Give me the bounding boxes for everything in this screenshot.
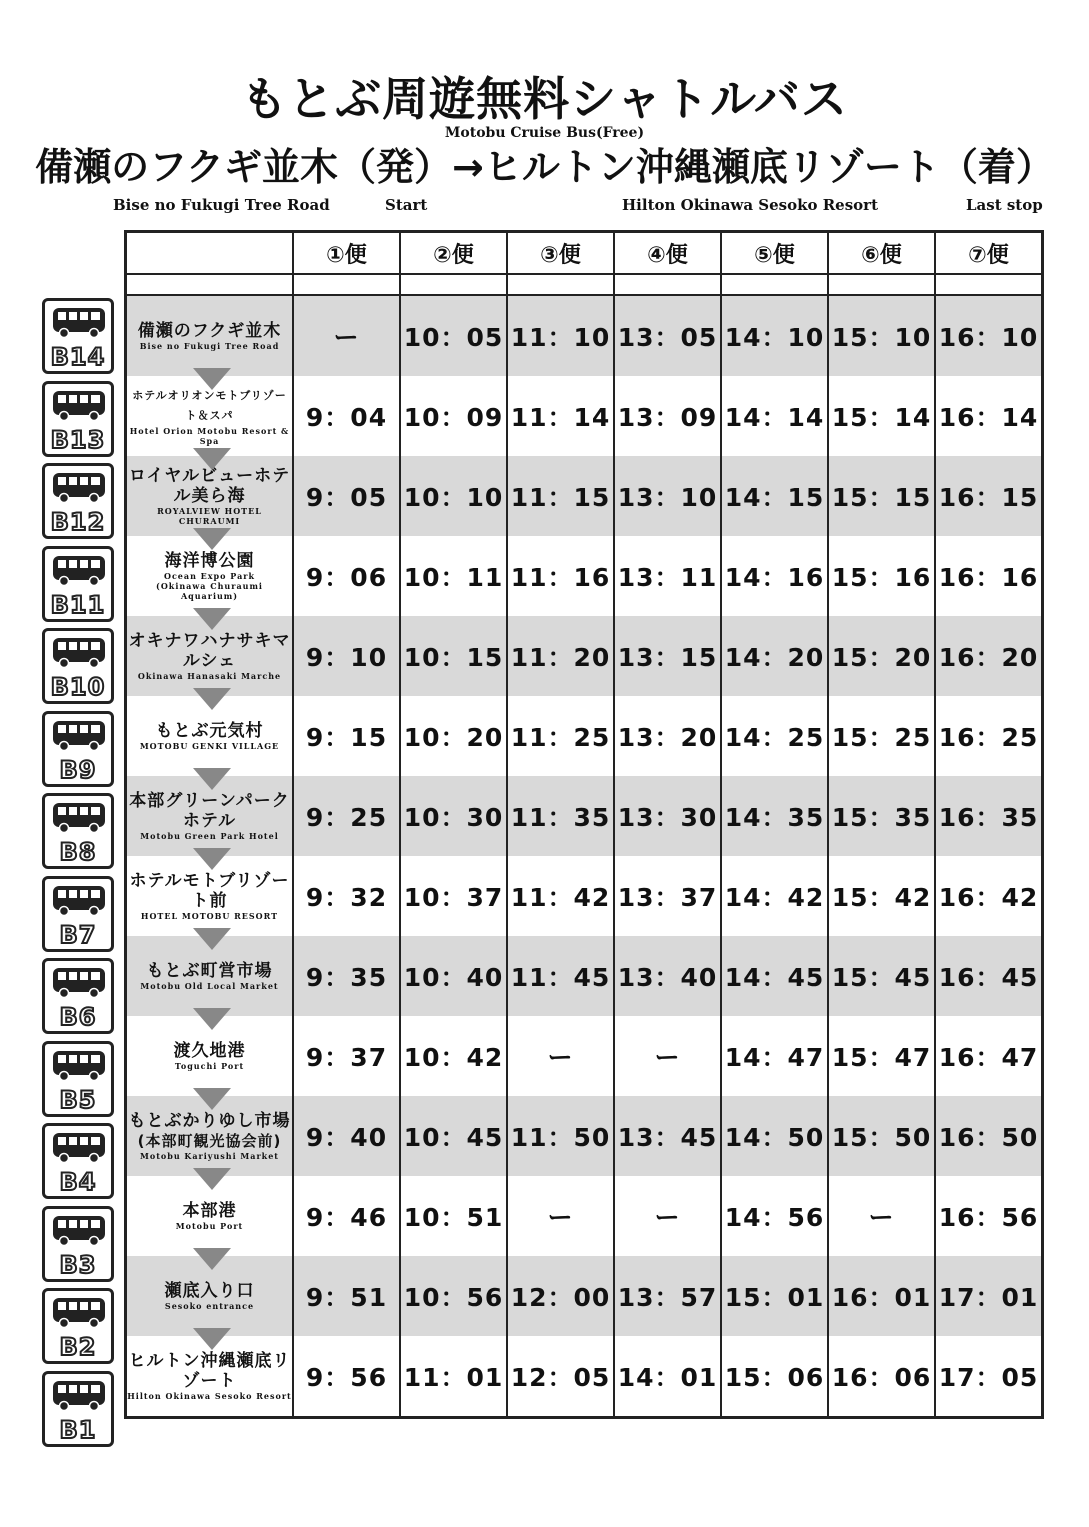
departure-time: 9：06 <box>293 536 400 616</box>
stop-badge <box>42 1288 114 1364</box>
bus-icon <box>51 1130 107 1164</box>
down-arrow-icon <box>193 1008 231 1030</box>
bus-icon <box>51 800 107 834</box>
departure-time: 13：20 <box>614 696 721 776</box>
stop-name: 海洋博公園 <box>164 551 255 571</box>
departure-time: 9：40 <box>293 1096 400 1176</box>
stop-name-english: Motobu Kariyushi Market <box>140 1151 279 1161</box>
header-spacer-cell <box>400 274 507 295</box>
down-arrow-icon <box>193 768 231 790</box>
departure-time: 13：09 <box>614 376 721 456</box>
stop-code: B12 <box>50 508 106 536</box>
stop-row <box>126 696 1043 776</box>
bus-icon <box>51 470 107 504</box>
departure-time: 16：16 <box>935 536 1043 616</box>
down-arrow-icon <box>193 1168 231 1190</box>
departure-time: 9：32 <box>293 856 400 936</box>
departure-time: 16：50 <box>935 1096 1043 1176</box>
departure-time: ー <box>293 295 400 376</box>
bus-icon <box>51 1378 107 1412</box>
header-spacer-cell <box>293 274 400 295</box>
stop-name-english: Motobu Green Park Hotel <box>140 831 279 841</box>
stop-name-english: Bise no Fukugi Tree Road <box>139 341 280 351</box>
stop-badge <box>42 1041 114 1117</box>
trip-header: ③便 <box>507 232 614 275</box>
header-spacer-cell <box>507 274 614 295</box>
stop-row <box>126 456 1043 536</box>
departure-time: 10：42 <box>400 1016 507 1096</box>
stop-badge <box>42 1371 114 1447</box>
departure-time: 9：05 <box>293 456 400 536</box>
bus-icon <box>51 388 107 422</box>
header-spacer-row <box>126 274 1043 295</box>
departure-time: 10：56 <box>400 1256 507 1336</box>
stop-code: B4 <box>59 1168 97 1196</box>
departure-time: 10：15 <box>400 616 507 696</box>
down-arrow-icon <box>193 608 231 630</box>
stop-row <box>126 936 1043 1016</box>
header-row <box>126 232 1043 275</box>
header-spacer-cell <box>614 274 721 295</box>
departure-time: 11：15 <box>507 456 614 536</box>
stop-badge <box>42 546 114 622</box>
stop-code: B6 <box>59 1003 97 1031</box>
trip-header: ①便 <box>293 232 400 275</box>
bus-icon <box>51 1295 107 1329</box>
stop-row <box>126 1016 1043 1096</box>
departure-time: 13：15 <box>614 616 721 696</box>
departure-time: 13：11 <box>614 536 721 616</box>
trip-header: ②便 <box>400 232 507 275</box>
stop-code: B5 <box>59 1085 97 1114</box>
departure-time: 14：50 <box>721 1096 828 1176</box>
down-arrow-icon <box>193 528 231 550</box>
departure-time: 16：56 <box>935 1176 1043 1256</box>
stop-name: 備瀬のフクギ並木 <box>137 321 282 341</box>
stop-name: もとぶ町営市場 <box>146 961 273 981</box>
departure-time: ー <box>507 1176 614 1256</box>
stop-name: ヒルトン沖縄瀬底リゾート <box>128 1351 291 1391</box>
page-title: もとぶ周遊無料シャトルバス <box>241 72 848 126</box>
stop-name: 本部グリーンパークホテル <box>129 791 290 831</box>
stop-name: ロイヤルビューホテル美ら海 <box>128 466 291 506</box>
stop-code: B9 <box>59 755 97 784</box>
departure-time: 11：01 <box>400 1336 507 1418</box>
stop-name-english: Sesoko entrance <box>164 1301 255 1311</box>
stop-row <box>126 856 1043 936</box>
down-arrow-icon <box>193 688 231 710</box>
departure-time: 14：16 <box>721 536 828 616</box>
departure-time: 10：11 <box>400 536 507 616</box>
departure-time: 16：42 <box>935 856 1043 936</box>
departure-time: 10：45 <box>400 1096 507 1176</box>
departure-time: 16：15 <box>935 456 1043 536</box>
header-spacer-cell <box>721 274 828 295</box>
stop-name-english: ROYALVIEW HOTEL CHURAUMI <box>157 506 262 526</box>
departure-time: 14：56 <box>721 1176 828 1256</box>
header-spacer-cell <box>126 274 294 295</box>
departure-time: 17：05 <box>935 1336 1043 1418</box>
departure-time: 16：01 <box>828 1256 935 1336</box>
departure-time: 9：51 <box>293 1256 400 1336</box>
departure-time: 10：05 <box>400 295 507 376</box>
stop-name-english: Motobu Old Local Market <box>140 981 279 991</box>
bus-icon <box>51 553 107 587</box>
departure-time: 11：16 <box>507 536 614 616</box>
departure-time: 10：10 <box>400 456 507 536</box>
departure-time: 10：40 <box>400 936 507 1016</box>
departure-time: 11：10 <box>507 295 614 376</box>
departure-time: 9：35 <box>293 936 400 1016</box>
departure-time: 11：14 <box>507 376 614 456</box>
stop-name-english: Okinawa Hanasaki Marche <box>137 671 282 681</box>
stop-code: B13 <box>50 425 106 454</box>
departure-time: 10：37 <box>400 856 507 936</box>
header-spacer-cell <box>935 274 1043 295</box>
stop-name-english-sub: (Okinawa Churaumi Aquarium) <box>156 581 263 601</box>
departure-time: 17：01 <box>935 1256 1043 1336</box>
departure-time: 14：20 <box>721 616 828 696</box>
departure-time: 10：30 <box>400 776 507 856</box>
departure-time: 16：20 <box>935 616 1043 696</box>
stop-name-english: Hotel Orion Motobu Resort & Spa <box>129 426 290 446</box>
departure-time: 9：15 <box>293 696 400 776</box>
departure-time: 10：20 <box>400 696 507 776</box>
stop-code: B2 <box>59 1333 97 1361</box>
stop-name-sub: (本部町観光協会前) <box>137 1132 282 1150</box>
departure-time: 9：37 <box>293 1016 400 1096</box>
departure-time: 11：42 <box>507 856 614 936</box>
departure-time: 11：25 <box>507 696 614 776</box>
departure-time: 14：10 <box>721 295 828 376</box>
departure-time: 16：06 <box>828 1336 935 1418</box>
departure-time: 16：14 <box>935 376 1043 456</box>
departure-time: 9：04 <box>293 376 400 456</box>
stop-name-english: Hilton Okinawa Sesoko Resort <box>127 1391 292 1401</box>
route-last-label: Last stop <box>966 196 1043 214</box>
stop-name-english: Ocean Expo Park <box>163 571 256 581</box>
stop-name-english: Toguchi Port <box>174 1061 245 1071</box>
departure-time: 15：20 <box>828 616 935 696</box>
stop-row <box>126 295 1043 376</box>
stop-name-english: HOTEL MOTOBU RESORT <box>140 911 279 921</box>
stop-name: もとぶ元気村 <box>155 721 264 741</box>
departure-time: 13：57 <box>614 1256 721 1336</box>
departure-time: 11：20 <box>507 616 614 696</box>
stop-name-english: Motobu Port <box>175 1221 244 1231</box>
route-heading: 備瀬のフクギ並木（発）→ヒルトン沖縄瀬底リゾート（着） <box>35 145 1054 189</box>
stop-name-english: MOTOBU GENKI VILLAGE <box>139 741 280 751</box>
stop-badge <box>42 381 114 457</box>
stop-badge <box>42 1123 114 1199</box>
departure-time: 15：47 <box>828 1016 935 1096</box>
departure-time: 15：45 <box>828 936 935 1016</box>
stop-code: B3 <box>59 1250 97 1279</box>
down-arrow-icon <box>193 848 231 870</box>
down-arrow-icon <box>193 1088 231 1110</box>
timetable <box>124 230 1044 1419</box>
route-destination-label: Hilton Okinawa Sesoko Resort <box>622 196 879 214</box>
stop-badge <box>42 711 114 787</box>
trip-header: ⑤便 <box>721 232 828 275</box>
departure-time: ー <box>614 1016 721 1096</box>
departure-time: 11：35 <box>507 776 614 856</box>
stop-badge <box>42 793 114 869</box>
departure-time: 14：15 <box>721 456 828 536</box>
stop-code: B1 <box>59 1415 97 1444</box>
departure-time: 15：42 <box>828 856 935 936</box>
bus-icon <box>51 635 107 669</box>
departure-time: 15：50 <box>828 1096 935 1176</box>
stop-name: 渡久地港 <box>173 1041 246 1061</box>
stop-row <box>126 616 1043 696</box>
stop-name: ホテルモトブリゾート前 <box>129 871 290 911</box>
trip-header: ⑥便 <box>828 232 935 275</box>
departure-time: 15：35 <box>828 776 935 856</box>
departure-time: 10：51 <box>400 1176 507 1256</box>
down-arrow-icon <box>193 928 231 950</box>
stop-name: オキナワハナサキマルシェ <box>128 631 291 671</box>
stop-row <box>126 376 1043 456</box>
down-arrow-icon <box>193 1248 231 1270</box>
departure-time: 14：14 <box>721 376 828 456</box>
departure-time: 14：35 <box>721 776 828 856</box>
header-blank-cell <box>126 232 294 275</box>
stop-badge <box>42 298 114 374</box>
stop-code: B7 <box>59 920 97 949</box>
departure-time: 9：25 <box>293 776 400 856</box>
departure-time: 15：14 <box>828 376 935 456</box>
departure-time: 13：37 <box>614 856 721 936</box>
stop-code: B8 <box>59 838 97 866</box>
departure-time: 15：01 <box>721 1256 828 1336</box>
departure-time: 13：30 <box>614 776 721 856</box>
stop-name: もとぶかりゆし市場 <box>128 1111 291 1131</box>
bus-icon <box>51 965 107 999</box>
departure-time: ー <box>828 1176 935 1256</box>
down-arrow-icon <box>193 368 231 390</box>
bus-icon <box>51 1213 107 1247</box>
departure-time: ー <box>507 1016 614 1096</box>
departure-time: 11：50 <box>507 1096 614 1176</box>
departure-time: 16：47 <box>935 1016 1043 1096</box>
departure-time: 13：40 <box>614 936 721 1016</box>
stop-row <box>126 1176 1043 1256</box>
stop-badge <box>42 1206 114 1282</box>
departure-time: 16：35 <box>935 776 1043 856</box>
departure-time: 10：09 <box>400 376 507 456</box>
page-subtitle: Motobu Cruise Bus(Free) <box>444 125 645 141</box>
departure-time: 14：25 <box>721 696 828 776</box>
route-start-label: Start <box>385 196 428 214</box>
bus-icon <box>51 718 107 752</box>
stop-row <box>126 776 1043 856</box>
stop-code: B11 <box>50 590 106 619</box>
departure-time: 11：45 <box>507 936 614 1016</box>
down-arrow-icon <box>193 1328 231 1350</box>
stop-code: B14 <box>50 343 106 371</box>
departure-time: ー <box>614 1176 721 1256</box>
departure-time: 15：25 <box>828 696 935 776</box>
bus-icon <box>51 1048 107 1082</box>
stop-badge <box>42 876 114 952</box>
departure-time: 13：10 <box>614 456 721 536</box>
departure-time: 16：10 <box>935 295 1043 376</box>
stop-row <box>126 1096 1043 1176</box>
stop-name: 本部港 <box>182 1201 237 1221</box>
departure-time: 12：05 <box>507 1336 614 1418</box>
stop-badge <box>42 958 114 1034</box>
stop-badge <box>42 463 114 539</box>
departure-time: 15：10 <box>828 295 935 376</box>
trip-header: ⑦便 <box>935 232 1043 275</box>
stop-name-cell <box>126 295 294 376</box>
departure-time: 9：10 <box>293 616 400 696</box>
departure-time: 16：25 <box>935 696 1043 776</box>
route-origin-label: Bise no Fukugi Tree Road <box>113 196 330 214</box>
stop-code: B10 <box>50 673 106 701</box>
stop-name: 瀬底入り口 <box>164 1281 255 1301</box>
departure-time: 14：47 <box>721 1016 828 1096</box>
departure-time: 13：05 <box>614 295 721 376</box>
stop-row <box>126 1336 1043 1418</box>
departure-time: 9：56 <box>293 1336 400 1418</box>
stop-row <box>126 1256 1043 1336</box>
header-spacer-cell <box>828 274 935 295</box>
stop-row <box>126 536 1043 616</box>
departure-time: 14：45 <box>721 936 828 1016</box>
stop-badge <box>42 628 114 704</box>
trip-header: ④便 <box>614 232 721 275</box>
down-arrow-icon <box>193 448 231 470</box>
departure-time: 16：45 <box>935 936 1043 1016</box>
bus-icon <box>51 305 107 339</box>
departure-time: 12：00 <box>507 1256 614 1336</box>
departure-time: 13：45 <box>614 1096 721 1176</box>
departure-time: 9：46 <box>293 1176 400 1256</box>
bus-icon <box>51 883 107 917</box>
departure-time: 15：06 <box>721 1336 828 1418</box>
departure-time: 14：42 <box>721 856 828 936</box>
stop-name: ホテルオリオンモトブリゾート＆スパ <box>132 389 287 422</box>
departure-time: 14：01 <box>614 1336 721 1418</box>
departure-time: 15：16 <box>828 536 935 616</box>
departure-time: 15：15 <box>828 456 935 536</box>
